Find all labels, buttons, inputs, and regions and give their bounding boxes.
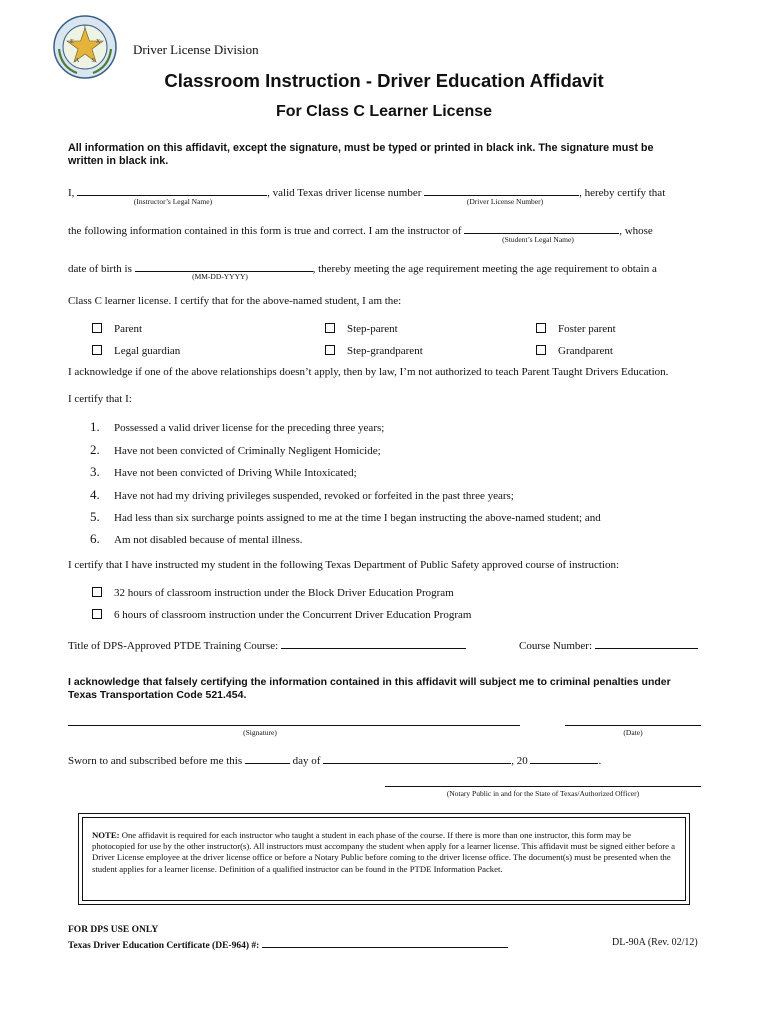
note-text: NOTE: One affidavit is required for each instructor who taught a student in each phase of the course. If there is more than one instructor, this form may be photocopied for use by the other instructor(s). All instructors must accompany the student when apply for a learner license. This affidavit must be signed either before a Driver License employee at the driver license office or before a Notary Public before coming to the driver license office. The document(s) must be presented when the student applies for a learner license. Definition of a qualified instructor can be found in the PTDE Information Packet. xyxy=(82,817,686,901)
checkbox[interactable] xyxy=(325,323,335,333)
svg-text:T: T xyxy=(83,25,87,31)
checkbox[interactable] xyxy=(325,345,335,355)
svg-text:S: S xyxy=(91,58,95,64)
certify-line-4: Class C learner license. I certify that for the above-named student, I am the: xyxy=(68,295,402,307)
condition-item: 1. Possessed a valid driver license for the preceding three years; xyxy=(90,419,385,434)
instructor-name-caption: (Instructor’s Legal Name) xyxy=(133,197,213,206)
relationship-step-grandparent[interactable]: Step-grandparent xyxy=(325,345,423,357)
checkbox[interactable] xyxy=(536,323,546,333)
page-subtitle: For Class C Learner License xyxy=(275,103,493,120)
certify-line-3: date of birth is , thereby meeting the age requirement meeting the age requirement to obtain a xyxy=(68,259,657,275)
relationship-parent[interactable]: Parent xyxy=(92,323,142,335)
relationship-grandparent[interactable]: Grandparent xyxy=(536,345,613,357)
checkbox[interactable] xyxy=(536,345,546,355)
relationship-legal-guardian[interactable]: Legal guardian xyxy=(92,345,180,357)
notary-signature-field[interactable] xyxy=(385,786,701,787)
condition-item: 6. Am not disabled because of mental illness. xyxy=(90,531,303,546)
sworn-statement: Sworn to and subscribed before me this day of , 20 . xyxy=(68,751,601,767)
note-box xyxy=(78,813,690,905)
notary-caption: (Notary Public in and for the State of Texas/Authorized Officer) xyxy=(446,789,640,798)
relationship-step-parent[interactable]: Step-parent xyxy=(325,323,398,335)
certify-line-2: the following information contained in this form is true and correct. I am the instructor of , whose xyxy=(68,221,653,237)
date-field[interactable] xyxy=(565,725,701,726)
signature-field[interactable] xyxy=(68,725,520,726)
date-of-birth-caption: (MM-DD-YYYY) xyxy=(192,272,248,281)
condition-item: 4. Have not had my driving privileges suspended, revoked or forfeited in the past three years; xyxy=(90,487,514,502)
page-title: Classroom Instruction - Driver Education Affidavit xyxy=(164,70,604,91)
course-option-block[interactable]: 32 hours of classroom instruction under the Block Driver Education Program xyxy=(92,587,454,599)
dps-use-label: FOR DPS USE ONLY xyxy=(68,925,159,935)
certificate-row: Texas Driver Education Certificate (DE-964) #: xyxy=(68,937,508,951)
instructions-text: All information on this affidavit, except the signature, must be typed or printed in black ink. The signature must be written in black ink. xyxy=(68,142,654,167)
condition-item: 3. Have not been convicted of Driving While Intoxicated; xyxy=(90,464,357,479)
form-id: DL-90A (Rev. 02/12) xyxy=(612,937,698,948)
svg-text:X: X xyxy=(95,39,101,45)
course-number-field[interactable] xyxy=(595,636,698,649)
relationship-foster-parent[interactable]: Foster parent xyxy=(536,323,616,335)
date-caption: (Date) xyxy=(623,728,643,737)
checkbox[interactable] xyxy=(92,345,102,355)
condition-item: 2. Have not been convicted of Criminally Negligent Homicide; xyxy=(90,442,381,457)
penalty-acknowledgement: I acknowledge that falsely certifying the information contained in this affidavit will subject me to criminal penalties under Texas Transportation Code 521.454. xyxy=(68,676,671,701)
training-course-field[interactable] xyxy=(281,636,466,649)
student-name-caption: (Student’s Legal Name) xyxy=(502,235,574,244)
date-of-birth-field[interactable] xyxy=(135,259,313,272)
checkbox[interactable] xyxy=(92,609,102,619)
certify-that-label: I certify that I: xyxy=(68,393,132,405)
checkbox[interactable] xyxy=(92,587,102,597)
checkbox[interactable] xyxy=(92,323,102,333)
course-option-concurrent[interactable]: 6 hours of classroom instruction under the Concurrent Driver Education Program xyxy=(92,609,471,621)
sworn-month-field[interactable] xyxy=(323,751,511,764)
instructor-name-field[interactable] xyxy=(77,183,267,196)
svg-text:E: E xyxy=(70,39,74,45)
driver-license-number-field[interactable] xyxy=(424,183,579,196)
sworn-day-field[interactable] xyxy=(245,751,290,764)
driver-license-caption: (Driver License Number) xyxy=(466,197,544,206)
sworn-year-field[interactable] xyxy=(530,751,598,764)
svg-text:A: A xyxy=(74,58,80,64)
relationship-acknowledgement: I acknowledge if one of the above relationships doesn’t apply, then by law, I’m not authorized to teach Parent Taught Drivers Education. xyxy=(68,366,669,378)
condition-item: 5. Had less than six surcharge points assigned to me at the time I began instructing the above-named student; and xyxy=(90,509,601,524)
course-number-row: Course Number: xyxy=(519,636,698,652)
certify-line-1: I, , valid Texas driver license number , hereby certify that xyxy=(68,183,665,199)
certificate-number-field[interactable] xyxy=(262,937,508,948)
course-statement: I certify that I have instructed my student in the following Texas Department of Public Safety approved course of instruction: xyxy=(68,559,620,571)
division-label: Driver License Division xyxy=(133,42,259,57)
student-name-field[interactable] xyxy=(464,221,619,234)
signature-caption: (Signature) xyxy=(243,728,277,737)
training-course-row: Title of DPS-Approved PTDE Training Course: xyxy=(68,636,466,652)
